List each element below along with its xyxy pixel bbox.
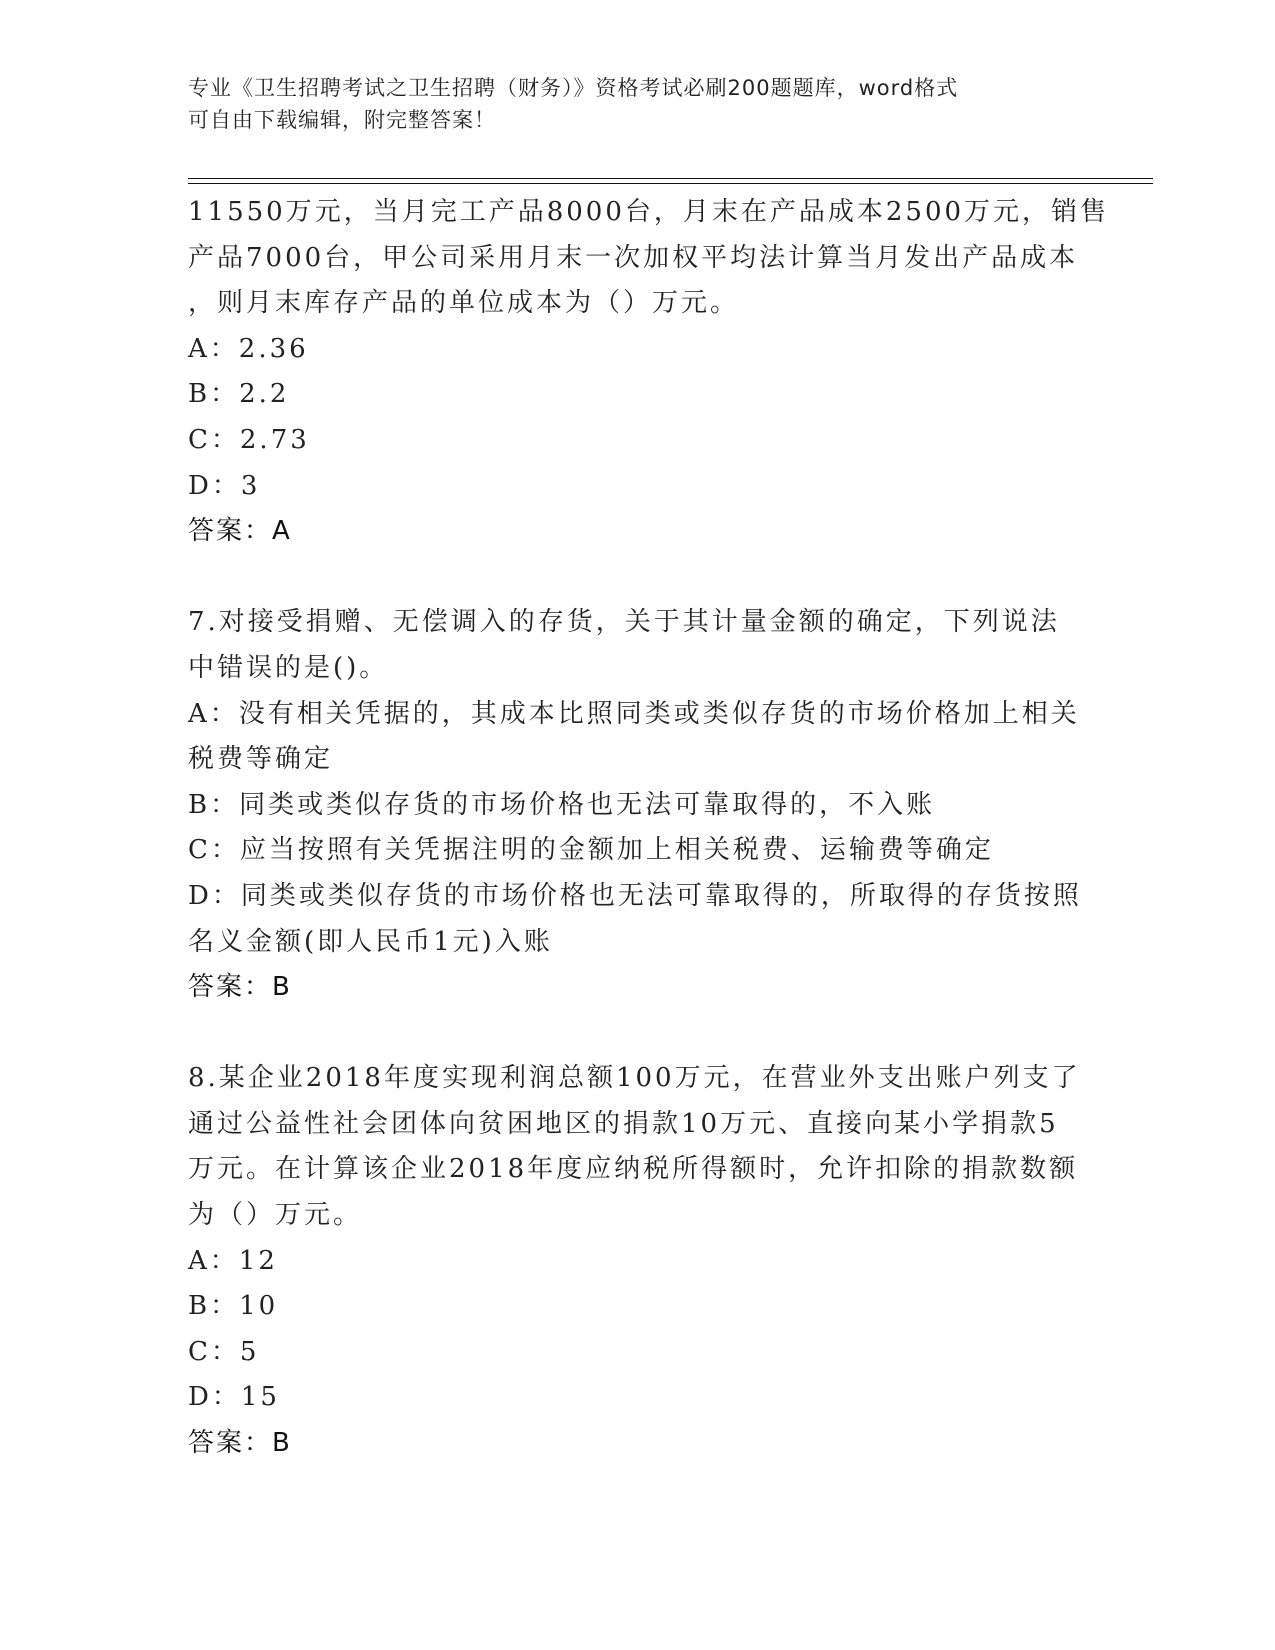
question-7-stem-line-2: 中错误的是()。 (188, 652, 389, 683)
question-6-option-b: B：2.2 (188, 379, 290, 410)
question-8-stem-line-2: 通过公益性社会团体向贫困地区的捐款10万元、直接向某小学捐款5 (188, 1108, 1059, 1139)
question-6-answer: 答案：A (188, 516, 292, 547)
question-7-option-c: C：应当按照有关凭据注明的金额加上相关税费、运输费等确定 (188, 835, 994, 866)
question-6 (188, 190, 1110, 555)
question-7-stem-line-1: 7.对接受捐赠、无偿调入的存货，关于其计量金额的确定，下列说法 (188, 607, 1060, 638)
question-list (188, 190, 1110, 1467)
question-8 (188, 1056, 1088, 1466)
question-8-option-d: D：15 (188, 1382, 280, 1413)
question-6-stem-line-3: ，则月末库存产品的单位成本为（）万元。 (188, 288, 740, 319)
header-divider-top (188, 178, 1153, 179)
question-6-option-a: A：2.36 (188, 333, 309, 364)
question-8-option-a: A：12 (188, 1245, 278, 1276)
spacer (188, 1011, 1088, 1057)
header-title-line-1: 专业《卫生招聘考试之卫生招聘（财务）》资格考试必刷200题题库，word格式 (188, 76, 959, 100)
document-header (188, 72, 1088, 136)
question-6-option-c: C：2.73 (188, 424, 310, 455)
question-7-option-a-line-1: A：没有相关凭据的，其成本比照同类或类似存货的市场价格加上相关 (188, 698, 1080, 729)
question-8-stem-line-4: 为（）万元。 (188, 1200, 363, 1231)
question-7-option-d-line-1: D：同类或类似存货的市场价格也无法可靠取得的，所取得的存货按照 (188, 880, 1082, 911)
question-8-stem-line-3: 万元。在计算该企业2018年度应纳税所得额时，允许扣除的捐款数额 (188, 1154, 1079, 1185)
spacer (188, 555, 1088, 601)
question-8-answer: 答案：B (188, 1428, 292, 1459)
question-8-option-c: C：5 (188, 1336, 260, 1367)
question-6-option-d: D：3 (188, 470, 261, 501)
question-7-answer: 答案：B (188, 972, 292, 1003)
question-7-option-a-line-2: 税费等确定 (188, 744, 334, 775)
question-8-stem-line-1: 8.某企业2018年度实现利润总额100万元，在营业外支出账户列支了 (188, 1063, 1081, 1094)
question-7 (188, 600, 1088, 1010)
question-8-option-b: B：10 (188, 1291, 279, 1322)
header-title-line-2: 可自由下载编辑，附完整答案！ (188, 108, 496, 132)
question-7-option-b: B：同类或类似存货的市场价格也无法可靠取得的，不入账 (188, 789, 936, 820)
question-6-stem-line-2: 产品7000台，甲公司采用月末一次加权平均法计算当月发出产品成本 (188, 242, 1079, 273)
question-6-stem-line-1: 11550万元，当月完工产品8000台，月末在产品成本2500万元，销售 (188, 197, 1110, 227)
question-7-option-d-line-2: 名义金额(即人民币1元)入账 (188, 926, 553, 957)
header-divider-bottom (188, 183, 1153, 184)
